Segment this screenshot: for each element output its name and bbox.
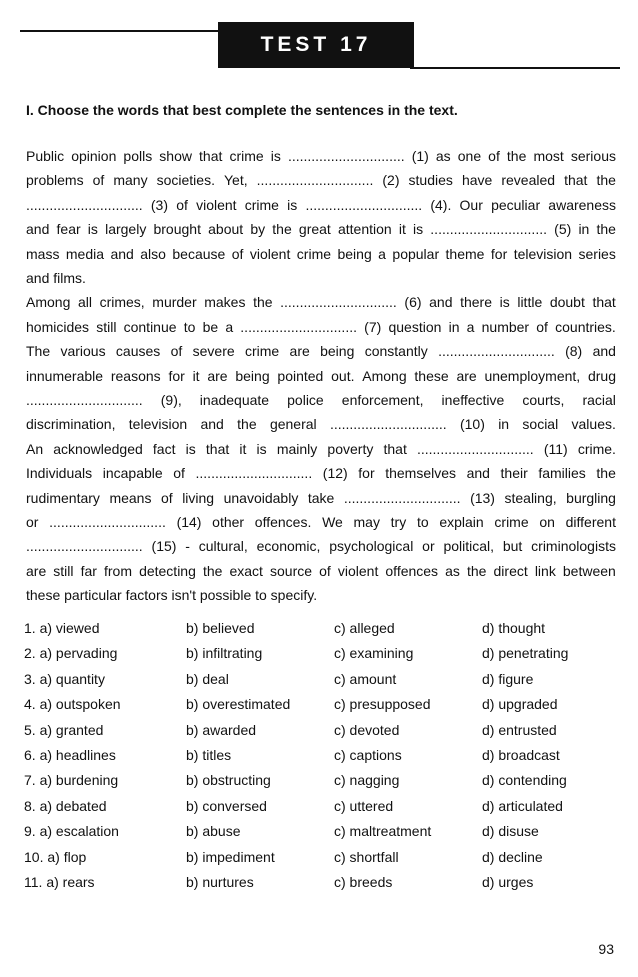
option-10-d: d) decline — [482, 848, 543, 865]
instruction-heading: I. Choose the words that best complete the sentences in the text. — [26, 102, 458, 118]
passage-word: is — [287, 196, 298, 213]
passage-word: means — [109, 489, 152, 506]
passage-word: (12) — [322, 465, 348, 482]
passage-word: still — [96, 318, 117, 335]
passage-word: severe — [192, 343, 235, 360]
passage-word: .............................. — [26, 196, 143, 213]
passage-word: various — [60, 343, 106, 360]
option-9-d: d) disuse — [482, 823, 539, 840]
passage-word: detecting — [139, 562, 196, 579]
passage-word: countries. — [555, 318, 616, 335]
passage-word: it — [239, 440, 247, 457]
passage-word: violent — [249, 245, 291, 262]
passage-word: (11) — [543, 440, 568, 457]
passage-word: question — [388, 318, 442, 335]
passage-word: and — [592, 343, 616, 360]
passage-word: that — [199, 148, 223, 164]
passage-word: (2) — [382, 172, 400, 189]
passage-word: cultural, — [198, 538, 248, 555]
option-2-b: b) infiltrating — [186, 645, 263, 662]
passage-word: .............................. — [256, 172, 374, 189]
passage-word: as — [435, 148, 451, 164]
passage-word: and — [110, 245, 134, 262]
passage-line — [26, 438, 616, 460]
passage-word: is — [413, 221, 424, 238]
passage-word: (5) — [554, 221, 572, 238]
passage-word: and — [200, 416, 224, 433]
passage-word: or — [26, 514, 39, 530]
passage-word: continue — [123, 318, 177, 335]
passage-word: .............................. — [430, 221, 547, 238]
passage-word: crimes, — [99, 294, 145, 311]
passage-word: makes — [204, 294, 246, 311]
passage-word: the — [272, 221, 292, 238]
passage-word: number — [481, 318, 530, 335]
passage-word: stealing, — [504, 489, 557, 506]
passage-word: being — [337, 245, 372, 262]
passage-word: (4). — [430, 196, 452, 213]
option-11-c: c) breeds — [334, 874, 393, 890]
passage-word: the — [202, 562, 223, 579]
passage-word: in — [578, 221, 590, 238]
option-3-a: 3. a) quantity — [24, 670, 105, 687]
passage-word: causes — [115, 343, 161, 360]
passage-word: being — [235, 367, 270, 384]
passage-word: Public — [26, 148, 65, 164]
passage-word: in — [498, 416, 510, 433]
passage-line — [26, 243, 616, 265]
option-5-d: d) entrusted — [482, 721, 557, 738]
passage-word: offences. — [254, 514, 312, 530]
option-3-c: c) amount — [334, 670, 397, 687]
passage-word: theme — [445, 245, 485, 262]
passage-word: of — [160, 489, 173, 506]
passage-word: Among — [362, 367, 407, 384]
passage-word: are — [289, 343, 310, 360]
passage-word: An — [26, 440, 44, 457]
option-4-b: b) overestimated — [186, 696, 291, 713]
option-9-c: c) maltreatment — [334, 823, 432, 840]
passage-word: Among — [26, 294, 71, 311]
passage-word: exact — [229, 562, 263, 579]
passage-word: are — [456, 367, 477, 384]
passage-word: different — [565, 514, 616, 530]
passage-word: that — [592, 294, 616, 311]
passage-word: .............................. — [343, 489, 461, 506]
passage-line — [26, 487, 616, 509]
option-5-a: 5. a) granted — [24, 721, 104, 738]
passage-word: rudimentary — [26, 489, 100, 506]
passage-word: offences — [385, 562, 439, 579]
passage-word: of — [173, 465, 185, 482]
passage-line — [26, 340, 616, 362]
option-4-c: c) presupposed — [334, 696, 431, 713]
option-7-a: 7. a) burdening — [24, 772, 119, 789]
passage-word: about — [208, 221, 244, 238]
passage-word: the — [506, 148, 527, 164]
passage-word: a — [378, 245, 386, 262]
passage-word: general — [269, 416, 317, 433]
option-8-a: 8. a) debated — [24, 797, 107, 814]
passage-word: opinion — [71, 148, 117, 164]
passage-word: little — [517, 294, 543, 311]
passage-word: values. — [571, 416, 616, 433]
option-6-a: 6. a) headlines — [24, 747, 116, 763]
passage-word: one — [457, 148, 482, 164]
passage-word: (8) — [565, 343, 583, 360]
passage-word: - — [185, 538, 190, 555]
passage-word: all — [77, 294, 92, 311]
passage-word: being — [320, 343, 355, 360]
passage-word: also — [140, 245, 166, 262]
passage-word: is — [256, 440, 267, 457]
passage-word: psychological — [329, 538, 414, 555]
option-8-b: b) conversed — [186, 797, 267, 814]
passage-word: to — [183, 318, 196, 335]
passage-word: unemployment, — [484, 367, 581, 384]
passage-word: because — [172, 245, 226, 262]
passage-word: source — [270, 562, 313, 579]
passage-word: living — [182, 489, 215, 506]
passage-word: is — [185, 440, 196, 457]
option-3-d: d) figure — [482, 670, 534, 687]
passage-word: of — [488, 148, 500, 164]
passage-line — [26, 316, 616, 338]
passage-word: .............................. — [26, 538, 143, 555]
passage-word: police — [287, 392, 324, 408]
passage-word: largely — [105, 221, 147, 238]
passage-word: violent — [196, 196, 237, 213]
passage-word: incapable — [102, 465, 163, 482]
passage-word: that — [205, 440, 230, 457]
passage-word: for — [490, 245, 508, 262]
passage-word: far — [80, 562, 97, 579]
passage-line — [26, 169, 616, 191]
passage-line — [26, 511, 616, 533]
passage-word: .............................. — [280, 294, 397, 311]
passage-word: there — [460, 294, 493, 311]
option-1-d: d) thought — [482, 620, 546, 636]
passage-word: studies — [408, 172, 453, 189]
passage-word: between — [562, 562, 616, 579]
option-8-c: c) uttered — [334, 797, 394, 814]
passage-line — [26, 535, 616, 557]
option-2-d: d) penetrating — [482, 645, 569, 662]
passage-word: by — [250, 221, 266, 238]
option-4-d: d) upgraded — [482, 696, 558, 713]
passage-word: still — [53, 562, 74, 579]
passage-word: the — [596, 221, 616, 238]
passage-word: crime — [244, 343, 280, 360]
passage-word: fact — [152, 440, 176, 457]
passage-word: and — [429, 294, 453, 311]
page-number: 93 — [598, 941, 614, 957]
passage-word: for — [358, 465, 375, 482]
passage-word: social — [522, 416, 559, 433]
passage-word: political, — [443, 538, 495, 555]
passage-word: is — [499, 294, 510, 311]
passage-word: racial — [582, 392, 616, 408]
passage-word: television — [128, 416, 188, 433]
passage-line — [26, 389, 616, 411]
passage-word: discrimination, — [26, 416, 116, 433]
passage-word: .............................. — [329, 416, 447, 433]
passage-word: are — [207, 367, 228, 384]
passage-word: that — [383, 440, 407, 457]
passage-line — [26, 462, 616, 484]
passage-word: (14) — [176, 514, 202, 530]
passage-word: (15) — [151, 538, 177, 555]
passage-word: may — [353, 514, 380, 530]
option-1-b: b) believed — [186, 620, 255, 636]
option-2-a: 2. a) pervading — [24, 645, 118, 662]
passage-word: are — [26, 562, 47, 579]
passage-word: (13) — [470, 489, 495, 506]
passage-word: serious — [570, 148, 616, 164]
passage-word: a — [466, 318, 475, 335]
option-7-d: d) contending — [482, 772, 567, 789]
passage-word: crime — [229, 148, 264, 164]
passage-word: .............................. — [305, 196, 423, 213]
passage-word: on — [539, 514, 555, 530]
passage-line — [26, 218, 616, 240]
passage-word: economic, — [256, 538, 321, 555]
passage-word: of — [176, 196, 188, 213]
passage-word: of — [170, 343, 183, 360]
passage-word: (6) — [404, 294, 422, 311]
passage-word: revealed — [501, 172, 556, 189]
passage-word: most — [533, 148, 564, 164]
option-11-b: b) nurtures — [186, 874, 254, 890]
passage-word: try — [390, 514, 407, 530]
passage-word: and — [466, 465, 490, 482]
passage-word: of — [536, 318, 548, 335]
passage-word: the — [237, 416, 257, 433]
passage-word: We — [322, 514, 343, 530]
passage-word: and — [26, 221, 50, 238]
option-2-c: c) examining — [334, 645, 414, 662]
option-7-b: b) obstructing — [186, 772, 271, 789]
option-4-a: 4. a) outspoken — [24, 696, 121, 713]
passage-line: these particular factors isn't possible to specify. — [26, 587, 318, 604]
passage-word: mass — [26, 245, 60, 262]
option-1-c: c) alleged — [334, 620, 395, 636]
passage-word: .............................. — [240, 318, 357, 335]
passage-word: (9), — [160, 392, 182, 408]
passage-word: problems — [26, 172, 84, 189]
passage-word: constantly — [364, 343, 428, 360]
option-10-c: c) shortfall — [334, 848, 399, 865]
passage-word: .............................. — [26, 392, 143, 408]
option-9-a: 9. a) escalation — [24, 823, 119, 840]
passage-word: the — [466, 562, 487, 579]
passage-word: but — [502, 538, 523, 555]
passage-word: families — [538, 465, 586, 482]
passage-word: of — [231, 245, 244, 262]
passage-word: inadequate — [199, 392, 270, 408]
option-3-b: b) deal — [186, 670, 229, 687]
passage-word: have — [461, 172, 493, 189]
passage-word: themselves — [385, 465, 457, 482]
passage-word: from — [104, 562, 132, 579]
passage-word: a — [225, 318, 234, 335]
passage-line — [26, 291, 616, 313]
option-7-c: c) nagging — [334, 772, 400, 789]
passage-word: courts, — [522, 392, 565, 408]
passage-word: out. — [331, 367, 355, 384]
passage-word: brought — [153, 221, 201, 238]
passage-word: societies. — [156, 172, 215, 189]
passage-word: crime — [244, 196, 279, 213]
passage-word: show — [159, 148, 192, 164]
passage-word: direct — [493, 562, 528, 579]
passage-word: fear — [56, 221, 81, 238]
passage-word: it — [192, 367, 200, 384]
passage-word: Yet, — [224, 172, 248, 189]
passage-word: (7) — [364, 318, 382, 335]
passage-word: attention — [337, 221, 392, 238]
option-11-d: d) urges — [482, 874, 534, 890]
passage-word: doubt — [549, 294, 585, 311]
passage-line — [26, 560, 616, 582]
passage-line — [26, 145, 616, 167]
passage-word: unavoidably — [223, 489, 299, 506]
passage-word: as — [445, 562, 460, 579]
passage-word: drug — [587, 367, 616, 384]
passage-line — [26, 413, 616, 435]
passage-word: is — [270, 148, 281, 164]
passage-word: Individuals — [26, 465, 93, 482]
option-10-a: 10. a) flop — [24, 848, 87, 865]
passage-word: explain — [439, 514, 484, 530]
passage-word: take — [307, 489, 335, 506]
passage-word: crime. — [577, 440, 616, 457]
passage-word: be — [202, 318, 219, 335]
passage-word: poverty — [327, 440, 374, 457]
option-10-b: b) impediment — [186, 848, 275, 865]
passage-word: pointed — [277, 367, 324, 384]
passage-word: television — [513, 245, 573, 262]
passage-word: homicides — [26, 318, 90, 335]
passage-word: .............................. — [49, 514, 166, 530]
passage-word: innumerable — [26, 367, 104, 384]
passage-word: link — [534, 562, 556, 579]
passage-line — [26, 365, 616, 387]
passage-word: .............................. — [438, 343, 555, 360]
passage-word: these — [414, 367, 449, 384]
passage-word: is — [87, 221, 98, 238]
passage-word: to — [416, 514, 429, 530]
option-5-c: c) devoted — [334, 721, 400, 738]
passage-word: that — [564, 172, 588, 189]
passage-word: (3) — [150, 196, 169, 213]
passage-word: murder — [152, 294, 197, 311]
passage-word: it — [398, 221, 406, 238]
test-title: TEST 17 — [218, 22, 414, 68]
passage-word: enforcement, — [341, 392, 424, 408]
passage-word: their — [500, 465, 528, 482]
passage-word: the — [596, 465, 616, 482]
passage-word: peculiar — [491, 196, 541, 213]
passage-word: Our — [459, 196, 483, 213]
passage-word: violent — [337, 562, 379, 579]
header-rule-left — [20, 30, 225, 32]
passage-word: the — [596, 172, 616, 189]
option-8-d: d) articulated — [482, 797, 563, 814]
passage-word: (1) — [411, 148, 429, 164]
passage-word: many — [113, 172, 148, 189]
passage-word: for — [168, 367, 185, 384]
passage-word: or — [422, 538, 435, 555]
passage-word: crime — [296, 245, 332, 262]
option-5-b: b) awarded — [186, 721, 257, 738]
passage-word: ineffective — [441, 392, 505, 408]
passage-word: series — [578, 245, 616, 262]
passage-word: the — [253, 294, 273, 311]
passage-word: media — [65, 245, 105, 262]
passage-word: .............................. — [195, 465, 313, 482]
passage-word: .............................. — [287, 148, 405, 164]
passage-word: awareness — [548, 196, 616, 213]
passage-word: burgling — [566, 489, 616, 506]
passage-line: and films. — [26, 270, 86, 286]
passage-word: reasons — [110, 367, 161, 384]
passage-word: polls — [123, 148, 153, 164]
passage-word: popular — [392, 245, 440, 262]
passage-word: .............................. — [416, 440, 534, 457]
option-6-b: b) titles — [186, 747, 232, 763]
passage-word: of — [319, 562, 331, 579]
passage-line — [26, 194, 616, 216]
option-6-c: c) captions — [334, 747, 402, 763]
passage-word: mainly — [276, 440, 318, 457]
header-rule-right — [410, 67, 620, 69]
passage-word: The — [26, 343, 51, 360]
passage-word: acknowledged — [53, 440, 143, 457]
passage-word: of — [92, 172, 105, 189]
passage-word: (10) — [459, 416, 485, 433]
passage-word: crime — [494, 514, 529, 530]
option-6-d: d) broadcast — [482, 747, 560, 763]
passage-word: great — [298, 221, 331, 238]
option-1-a: 1. a) viewed — [24, 620, 100, 636]
option-9-b: b) abuse — [186, 823, 241, 840]
passage-word: other — [212, 514, 245, 530]
passage-word: criminologists — [531, 538, 616, 555]
passage-word: in — [448, 318, 460, 335]
option-11-a: 11. a) rears — [24, 874, 95, 890]
